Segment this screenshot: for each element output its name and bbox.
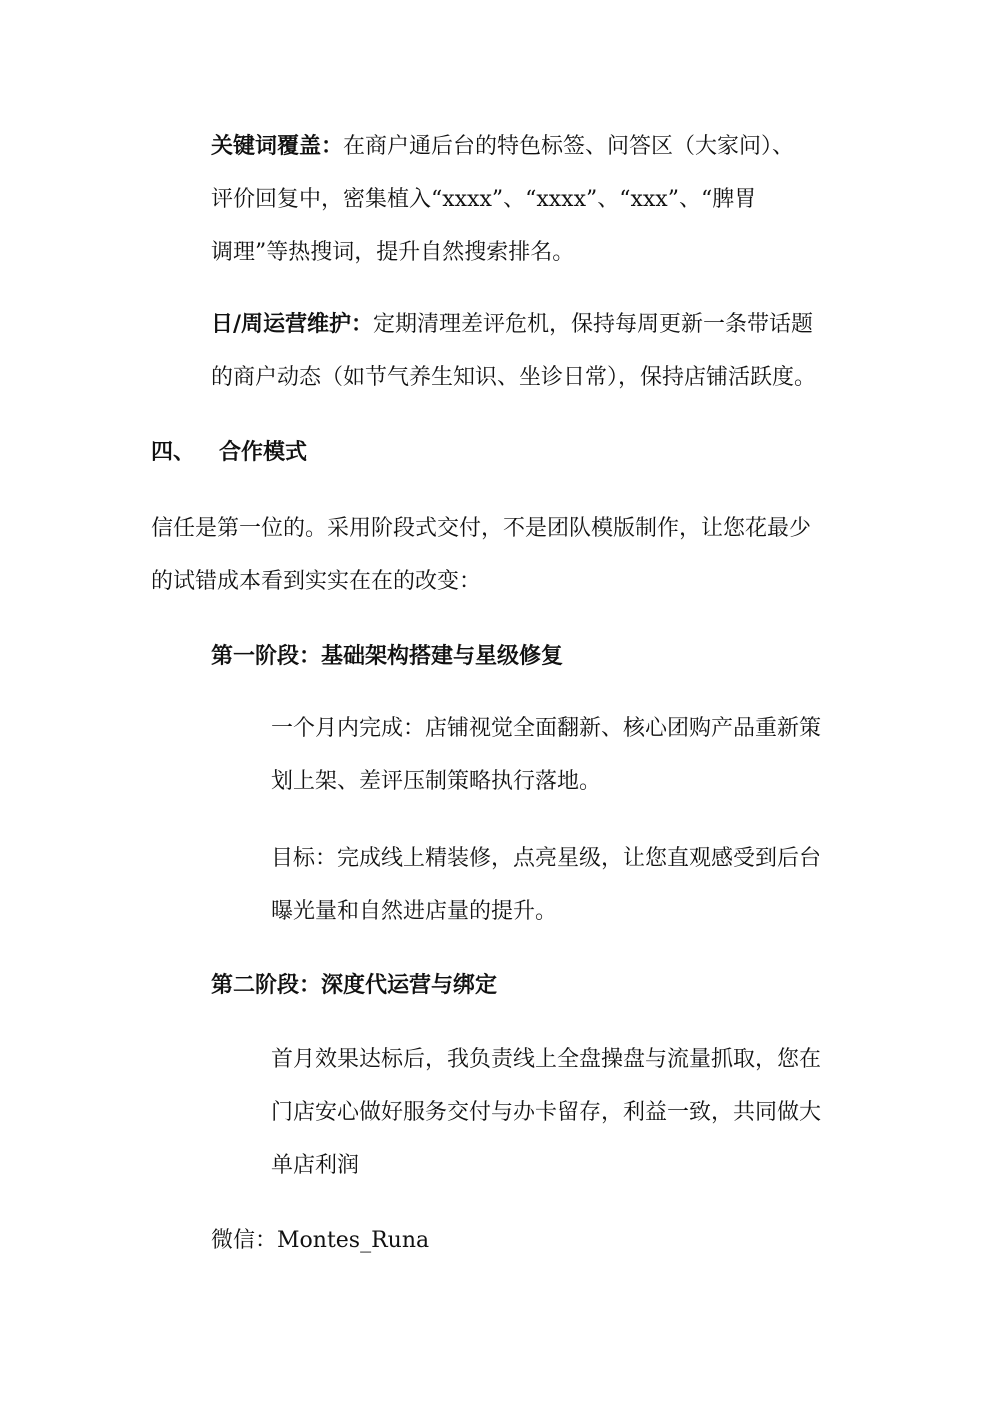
intro-line-2: 的试错成本看到实实在在的改变：	[151, 569, 482, 594]
ops-line-2: 的商户动态（如节气养生知识、坐诊日常），保持店铺活跃度。	[211, 365, 817, 390]
stage2-p1-line-2: 门店安心做好服务交付与办卡留存，利益一致，共同做大	[271, 1100, 822, 1125]
stage2-paragraph-1	[271, 1033, 851, 1192]
stage1-p1-line-1: 一个月内完成：店铺视觉全面翻新、核心团购产品重新策	[271, 716, 822, 741]
stage1-paragraph-1	[271, 702, 851, 808]
ops-maintenance-label: 日/周运营维护：	[211, 311, 374, 337]
ops-line-1	[211, 298, 861, 351]
contact-wechat: 微信：Montes_Runa	[211, 1228, 430, 1253]
stage1-p2-line-1: 目标：完成线上精装修，点亮星级，让您直观感受到后台	[271, 846, 822, 871]
stage1-paragraph-2	[271, 832, 851, 938]
stage2-p1-line-1: 首月效果达标后，我负责线上全盘操盘与流量抓取，您在	[271, 1047, 822, 1072]
keyword-line-3: 调理”等热搜词，提升自然搜索排名。	[211, 240, 575, 265]
stage2-title: 第二阶段：深度代运营与绑定	[211, 972, 498, 998]
keyword-line-2: 评价回复中，密集植入“xxxx”、“xxxx”、“xxx”、“脾胃	[211, 187, 757, 212]
section-number: 四、	[151, 439, 196, 465]
section-heading-4	[151, 426, 307, 479]
section-title: 合作模式	[219, 439, 308, 465]
keyword-coverage-paragraph	[211, 120, 851, 279]
stage1-p2-line-2: 曝光量和自然进店量的提升。	[271, 899, 558, 924]
ops-maintenance-text-1: 定期清理差评危机，保持每周更新一条带话题	[373, 312, 814, 337]
intro-line-1: 信任是第一位的。采用阶段式交付，不是团队模版制作，让您花最少	[151, 516, 812, 541]
stage1-p1-line-2: 划上架、差评压制策略执行落地。	[271, 769, 602, 794]
intro-paragraph	[151, 502, 851, 608]
keyword-coverage-text-1: 在商户通后台的特色标签、问答区（大家问）、	[343, 134, 795, 159]
stage2-p1-line-3: 单店利润	[271, 1153, 360, 1178]
keyword-line-1	[211, 120, 851, 173]
stage1-title: 第一阶段：基础架构搭建与星级修复	[211, 643, 564, 669]
keyword-coverage-label: 关键词覆盖：	[211, 133, 344, 159]
ops-maintenance-paragraph	[211, 298, 861, 404]
